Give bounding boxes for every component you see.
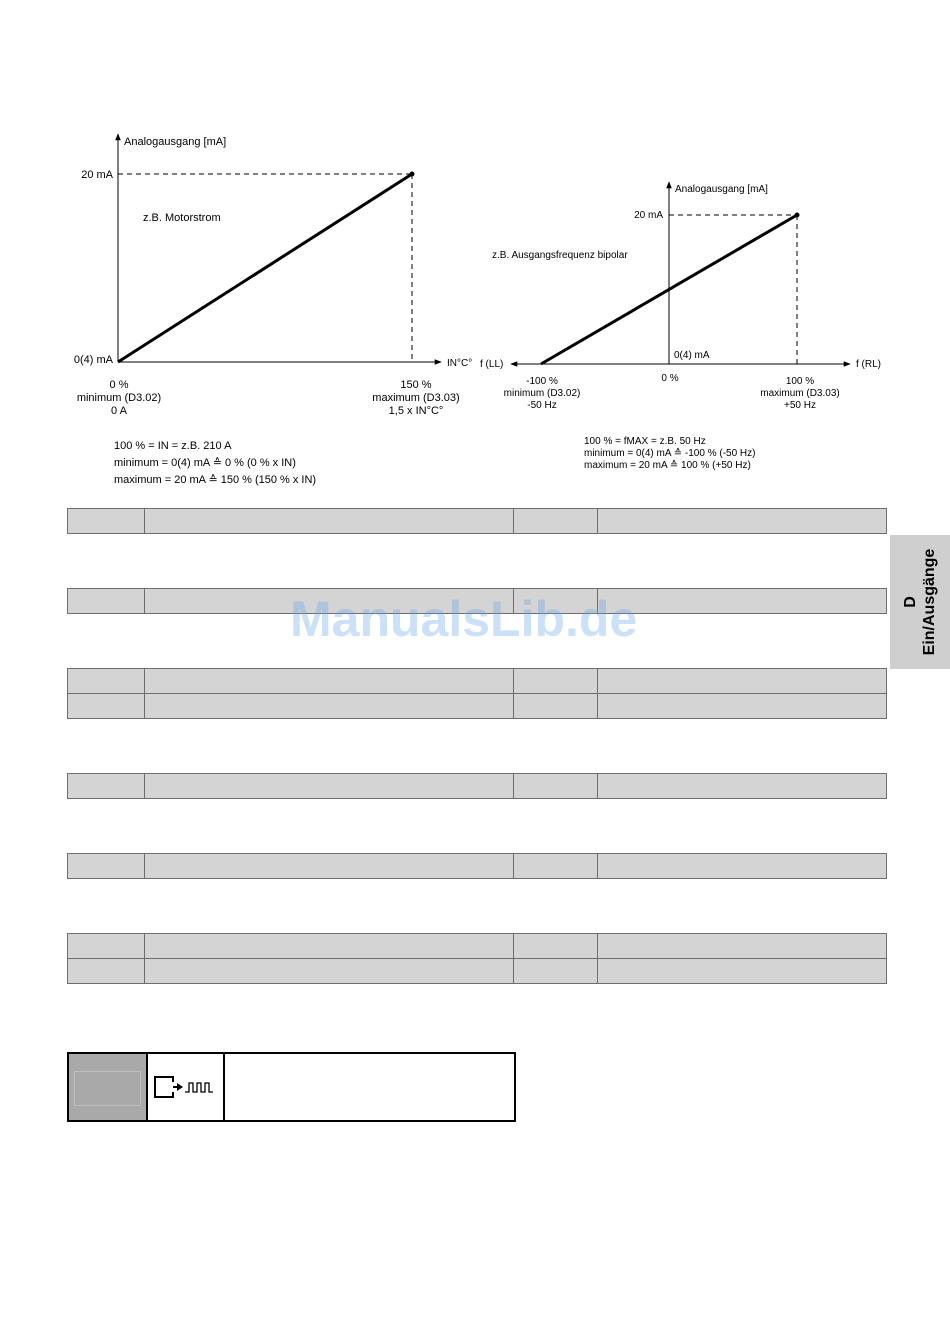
table-row <box>68 774 887 799</box>
icon-cell <box>148 1054 225 1120</box>
x-tick-max-line3: 1,5 x IN°C° <box>388 405 444 417</box>
y-tick-max: 20 mA <box>634 210 663 221</box>
series-end-point <box>795 213 800 218</box>
charts-area <box>0 0 950 500</box>
note-line: minimum = 0(4) mA ≙ -100 % (-50 Hz) <box>584 448 756 459</box>
x-tick-min-line3: 0 A <box>111 405 127 417</box>
chapter-side-tab[interactable] <box>890 535 950 669</box>
parameter-table <box>67 773 887 799</box>
side-tab-letter: D <box>902 596 919 608</box>
note-line: 100 % = fMAX = z.B. 50 Hz <box>584 436 706 447</box>
table-row <box>68 854 887 879</box>
table-row <box>68 934 887 959</box>
table-row <box>68 694 887 719</box>
x-tick-min-line2: minimum (D3.02) <box>76 392 162 404</box>
side-tab-title: Ein/Ausgänge <box>921 548 938 656</box>
x-tick-max-line3: +50 Hz <box>784 400 816 411</box>
table-row <box>68 959 887 984</box>
parameter-table <box>67 853 887 879</box>
y-axis-label: Analogausgang [mA] <box>124 136 227 148</box>
notes-right <box>584 436 755 472</box>
x-tick-max-line1: 100 % <box>785 376 815 387</box>
note-line: maximum = 20 mA ≙ 100 % (+50 Hz) <box>584 460 751 471</box>
y-tick-min: 0(4) mA <box>73 354 113 366</box>
note-line: maximum = 20 mA ≙ 150 % (150 % x IN) <box>114 474 317 486</box>
series-end-point <box>410 172 415 177</box>
table-row <box>68 509 887 534</box>
note-line: 100 % = IN = z.B. 210 A <box>114 440 232 452</box>
x-tick-min-line1: -100 % <box>526 376 558 387</box>
x-right-label: f (RL) <box>856 359 881 370</box>
chart-motor-current <box>74 134 472 417</box>
digital-output-pulse-icon <box>154 1074 218 1100</box>
y-axis-label: Analogausgang [mA] <box>675 184 768 195</box>
table-row <box>68 669 887 694</box>
chart-annotation: z.B. Motorstrom <box>143 212 221 224</box>
parameter-number-cell <box>69 1054 148 1120</box>
y-tick-min: 0(4) mA <box>674 350 710 361</box>
x-axis-label: IN°C° <box>447 358 473 369</box>
parameter-table <box>67 933 887 984</box>
series-line <box>118 174 412 362</box>
y-tick-max: 20 mA <box>81 169 113 181</box>
x-tick-min-line1: 0 % <box>109 379 129 391</box>
watermark: ManualsLib.de <box>290 591 638 647</box>
x-tick-max-line1: 150 % <box>400 379 432 391</box>
x-tick-max-line2: maximum (D3.03) <box>760 388 840 399</box>
function-title-cell <box>225 1054 514 1120</box>
x-left-label: f (LL) <box>480 359 504 370</box>
parameter-table <box>67 668 887 719</box>
x-tick-zero: 0 % <box>661 373 679 384</box>
chart-annotation: z.B. Ausgangsfrequenz bipolar <box>492 250 628 261</box>
parameter-number-field <box>74 1071 141 1106</box>
function-header-box <box>67 1052 516 1122</box>
note-line: minimum = 0(4) mA ≙ 0 % (0 % x IN) <box>114 457 296 469</box>
x-tick-min-line3: -50 Hz <box>527 400 557 411</box>
x-tick-min-line2: minimum (D3.02) <box>503 388 581 399</box>
x-tick-max-line2: maximum (D3.03) <box>372 392 460 404</box>
notes-left <box>114 438 316 489</box>
chart-output-frequency <box>480 182 881 411</box>
parameter-table <box>67 508 887 534</box>
side-tab-label <box>901 549 939 656</box>
